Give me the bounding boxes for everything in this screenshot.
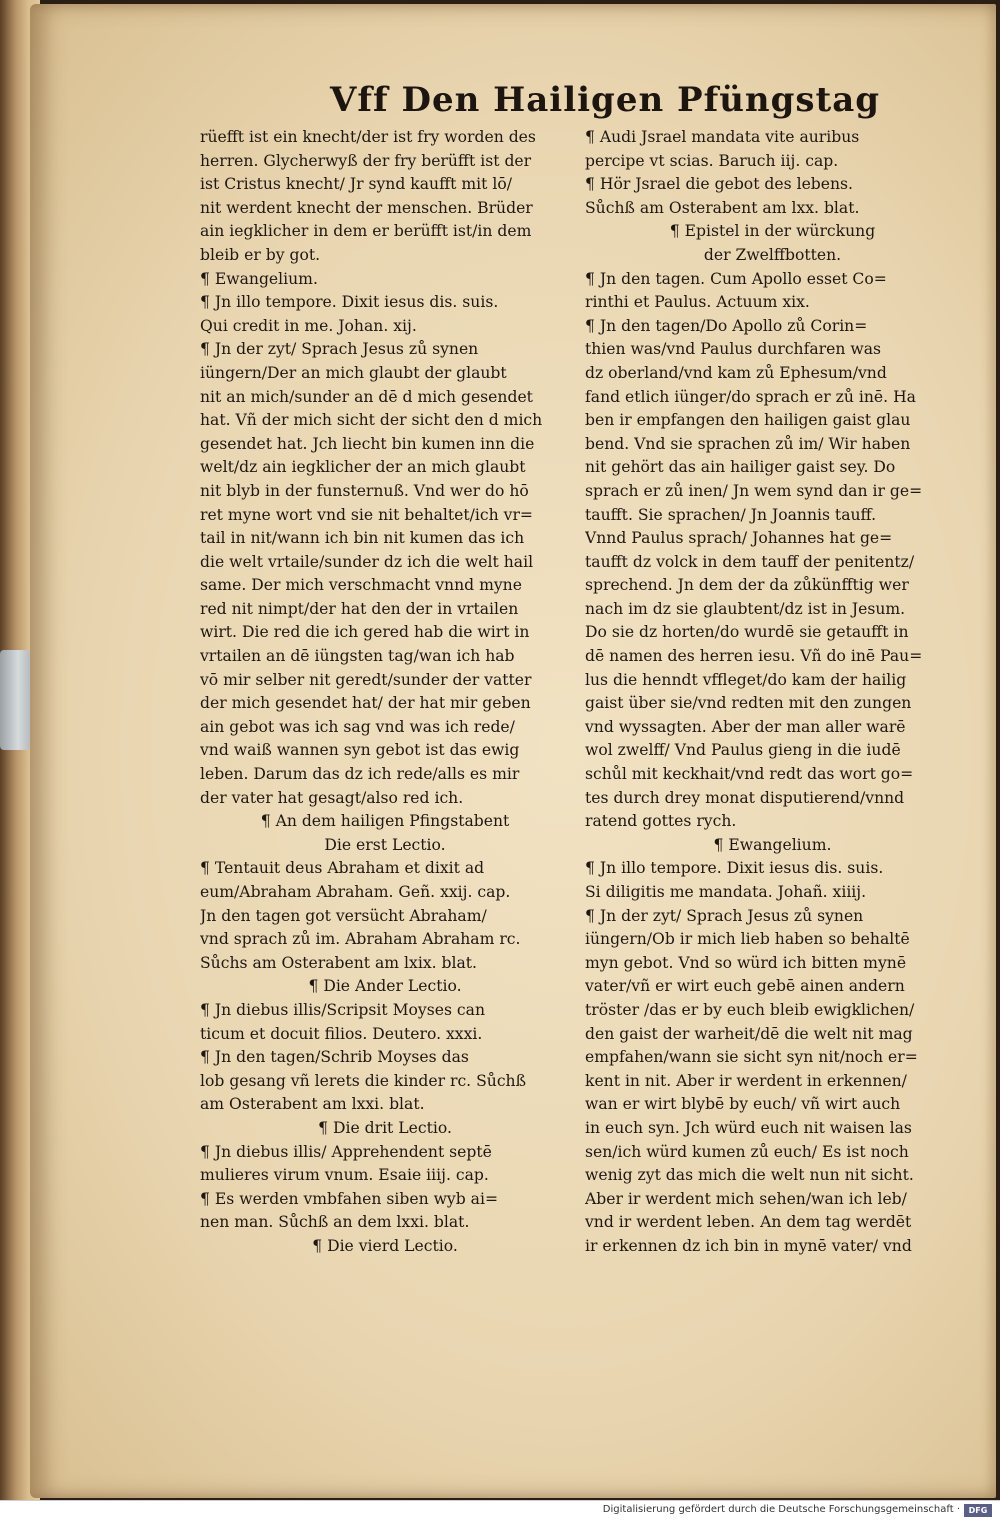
text-line: ¶ Tentauit deus Abraham et dixit ad bbox=[200, 859, 485, 878]
text-line: nit gehört das ain hailiger gaist sey. Do bbox=[585, 458, 896, 477]
text-line: Jn den tagen got versücht Abraham/ bbox=[200, 906, 487, 925]
text-line: ¶ Die Ander Lectio. bbox=[308, 977, 462, 996]
text-line: lus die henndt vffleget/do kam der hailig bbox=[585, 670, 907, 689]
text-line: vnd wyssagten. Aber der man aller warē bbox=[585, 717, 906, 736]
text-line: ¶ Die drit Lectio. bbox=[318, 1118, 452, 1137]
text-line: wan er wirt blybē by euch/ vñ wirt auch bbox=[585, 1095, 901, 1114]
text-line: schůl mit keckhait/vnd redt das wort go= bbox=[585, 765, 914, 784]
text-line: percipe vt scias. Baruch iij. cap. bbox=[585, 151, 839, 170]
text-line: fand etlich iünger/do sprach er zů inē. Ha bbox=[585, 387, 916, 406]
text-line: nit an mich/sunder an dē d mich gesendet bbox=[200, 387, 533, 406]
text-line: ¶ An dem hailigen Pfingstabent bbox=[260, 812, 510, 831]
text-line: mulieres virum vnum. Esaie iiij. cap. bbox=[200, 1166, 489, 1185]
text-line: taufft dz volck in dem tauff der penitentz/ bbox=[585, 552, 915, 571]
text-line: ¶ Jn illo tempore. Dixit iesus dis. suis. bbox=[200, 293, 499, 312]
dfg-logo-icon: DFG bbox=[964, 1504, 992, 1517]
text-line: wol zwelff/ Vnd Paulus gieng in die iudē bbox=[585, 741, 901, 760]
text-line: ¶ Ewangelium. bbox=[200, 269, 318, 288]
text-line: ain iegklicher in dem er berüfft ist/in dem bbox=[200, 222, 532, 241]
text-line: lob gesang vñ lerets die kinder rc. Sůchß bbox=[200, 1071, 527, 1090]
text-line: nen man. Sůchß an dem lxxi. blat. bbox=[200, 1213, 470, 1232]
text-line: am Osterabent am lxxi. blat. bbox=[200, 1095, 425, 1114]
text-line: ticum et docuit filios. Deutero. xxxi. bbox=[200, 1024, 483, 1043]
text-line: Si diligitis me mandata. Johañ. xiiij. bbox=[585, 883, 867, 901]
text-line: Aber ir werdent mich sehen/wan ich leb/ bbox=[585, 1189, 907, 1208]
text-line: ¶ Jn diebus illis/ Apprehendent septē bbox=[200, 1142, 492, 1161]
text-line: ain gebot was ich sag vnd was ich rede/ bbox=[200, 717, 515, 736]
right-text-column bbox=[585, 126, 960, 1259]
text-line: ¶ Jn den tagen/Schrib Moyses das bbox=[200, 1048, 469, 1067]
text-line: Do sie dz horten/do wurdē sie getaufft in bbox=[585, 623, 909, 642]
text-line: Vnnd Paulus sprach/ Johannes hat ge= bbox=[585, 529, 893, 548]
text-line: ¶ Jn den tagen/Do Apollo zů Corin= bbox=[585, 316, 868, 335]
text-line: der Zwelffbotten. bbox=[703, 245, 842, 264]
text-line: vater/vñ er wirt euch gebē ainen andern bbox=[585, 977, 905, 996]
text-line: ¶ Audi Jsrael mandata vite auribus bbox=[585, 128, 860, 146]
text-line: dz oberland/vnd kam zů Ephesum/vnd bbox=[585, 363, 887, 382]
text-line: ¶ Jn illo tempore. Dixit iesus dis. suis. bbox=[585, 859, 884, 878]
text-line: taufft. Sie sprachen/ Jn Joannis tauff. bbox=[585, 505, 877, 524]
text-line: sprach er zů inen/ Jn wem synd dan ir ge= bbox=[585, 481, 923, 500]
text-line: empfahen/wann sie sicht syn nit/noch er= bbox=[585, 1048, 918, 1067]
text-line: hat. Vñ der mich sicht der sicht den d mich bbox=[200, 411, 543, 430]
text-line: gesendet hat. Jch liecht bin kumen inn die bbox=[200, 434, 535, 453]
text-line: herren. Glycherwyß der fry berüfft ist der bbox=[200, 151, 532, 170]
text-line: wenig zyt das mich die welt nun nit sicht. bbox=[585, 1166, 914, 1185]
text-line: vō mir selber nit geredt/sunder der vatter bbox=[200, 670, 532, 689]
text-line: kent in nit. Aber ir werdent in erkennen/ bbox=[585, 1071, 907, 1090]
text-line: ben ir empfangen den hailigen gaist glau bbox=[585, 411, 911, 430]
text-line: tail in nit/wann ich bin nit kumen das ich bbox=[200, 529, 525, 548]
text-line: ¶ Die vierd Lectio. bbox=[312, 1236, 458, 1255]
page-marker-tab bbox=[0, 650, 30, 750]
text-line: bend. Vnd sie sprachen zů im/ Wir haben bbox=[585, 434, 911, 453]
text-line: vnd waiß wannen syn gebot ist das ewig bbox=[200, 741, 520, 760]
text-line: bleib er by got. bbox=[200, 245, 321, 264]
text-line: welt/dz ain iegklicher der an mich glaubt bbox=[200, 458, 526, 477]
text-line: der mich gesendet hat/ der hat mir geben bbox=[200, 694, 531, 713]
text-line: nit blyb in der funsternuß. Vnd wer do hō bbox=[200, 481, 529, 500]
text-line: ¶ Jn den tagen. Cum Apollo esset Co= bbox=[585, 269, 887, 288]
text-line: ¶ Epistel in der würckung bbox=[669, 222, 876, 241]
text-line: ratend gottes rych. bbox=[585, 812, 737, 831]
text-line: vrtailen an dē iüngsten tag/wan ich hab bbox=[200, 647, 515, 666]
text-line: ¶ Es werden vmbfahen siben wyb ai= bbox=[200, 1189, 499, 1208]
text-line: vnd sprach zů im. Abraham Abraham rc. bbox=[200, 930, 521, 949]
text-line: ¶ Jn der zyt/ Sprach Jesus zů synen bbox=[200, 340, 479, 359]
text-line: in euch syn. Jch würd euch nit waisen las bbox=[585, 1118, 912, 1137]
text-line: eum/Abraham Abraham. Geñ. xxij. cap. bbox=[200, 883, 511, 901]
text-line: den gaist der warheit/dē die welt nit mag bbox=[585, 1024, 913, 1043]
text-line: ir erkennen dz ich bin in mynē vater/ vnd bbox=[585, 1236, 912, 1255]
text-line: ret myne wort vnd sie nit behaltet/ich vr= bbox=[200, 505, 533, 524]
footer-bar bbox=[0, 1500, 1000, 1520]
text-line: myn gebot. Vnd so würd ich bitten mynē bbox=[585, 953, 907, 972]
text-line: iüngern/Ob ir mich lieb haben so behaltē bbox=[585, 930, 910, 949]
text-line: ¶ Hör Jsrael die gebot des lebens. bbox=[585, 175, 854, 194]
text-line: red nit nimpt/der hat den der in vrtailen bbox=[200, 599, 519, 618]
text-line: same. Der mich verschmacht vnnd myne bbox=[200, 576, 522, 595]
text-line: Sůchß am Osterabent am lxx. blat. bbox=[585, 198, 860, 217]
text-line: ist Cristus knecht/ Jr synd kaufft mit lō/ bbox=[200, 175, 513, 194]
funding-credit: Digitalisierung gefördert durch die Deutsche Forschungsgemeinschaft · bbox=[602, 1504, 960, 1515]
text-line: rüefft ist ein knecht/der ist fry worden des bbox=[200, 128, 536, 146]
text-line: leben. Darum das dz ich rede/alls es mir bbox=[200, 765, 520, 784]
text-line: tes durch drey monat disputierend/vnnd bbox=[585, 788, 905, 807]
text-line: tröster /das er by euch bleib ewigklichen/ bbox=[585, 1000, 915, 1019]
text-line: nach im dz sie glaubtent/dz ist in Jesum. bbox=[585, 599, 906, 618]
text-line: ¶ Jn der zyt/ Sprach Jesus zů synen bbox=[585, 906, 864, 925]
text-line: wirt. Die red die ich gered hab die wirt in bbox=[200, 623, 530, 642]
text-line: Qui credit in me. Johan. xij. bbox=[200, 316, 417, 335]
text-line: ¶ Ewangelium. bbox=[713, 835, 832, 854]
text-line: Die erst Lectio. bbox=[324, 835, 446, 854]
text-line: thien was/vnd Paulus durchfaren was bbox=[585, 340, 881, 359]
text-line: der vater hat gesagt/also red ich. bbox=[200, 788, 464, 807]
text-line: rinthi et Paulus. Actuum xix. bbox=[585, 293, 810, 312]
text-line: sprechend. Jn dem der da zůkünfftig wer bbox=[585, 576, 909, 595]
text-line: vnd ir werdent leben. An dem tag werdēt bbox=[585, 1213, 912, 1232]
left-text-column bbox=[200, 126, 570, 1259]
text-line: dē namen des herren iesu. Vñ do inē Pau= bbox=[585, 647, 923, 666]
text-line: iüngern/Der an mich glaubt der glaubt bbox=[200, 363, 507, 382]
page-title: Vff Den Hailigen Pfüngstag bbox=[330, 80, 881, 120]
text-line: nit werdent knecht der menschen. Brüder bbox=[200, 198, 533, 217]
text-line: gaist über sie/vnd redten mit den zungen bbox=[585, 694, 912, 713]
text-line: Sůchs am Osterabent am lxix. blat. bbox=[200, 953, 478, 972]
text-line: sen/ich würd kumen zů euch/ Es ist noch bbox=[585, 1142, 909, 1161]
text-line: ¶ Jn diebus illis/Scripsit Moyses can bbox=[200, 1000, 485, 1019]
text-line: die welt vrtaile/sunder dz ich die welt hail bbox=[200, 552, 534, 571]
